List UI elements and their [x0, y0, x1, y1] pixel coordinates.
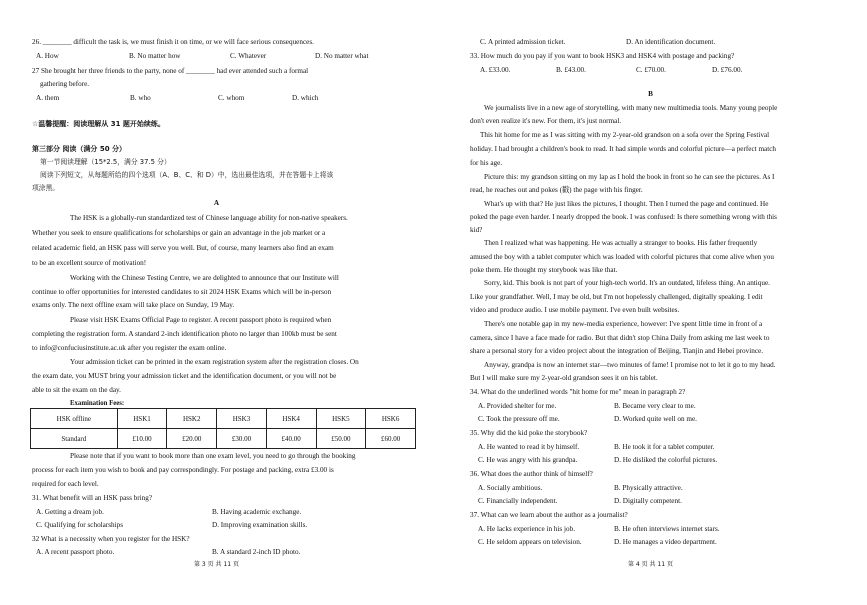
b4-line1: What's up with that? He just likes the pictures, I thought. Then I turned the page and continued. He	[484, 200, 769, 208]
p1-line3: related academic field, an HSK pass will serve you well. But, of course, many learners also find an exam	[32, 244, 334, 252]
fees-table	[30, 408, 416, 449]
option-37a: A. He lacks experience in his job.	[478, 525, 575, 533]
option-35d: D. He disliked the colorful pictures.	[614, 456, 718, 464]
option-33b: B. £43.00.	[556, 66, 586, 74]
option-34c: C. Took the pressure off me.	[478, 415, 560, 423]
p3-line2: completing the registration form. A standard 2-inch identification photo no larger than 100kb must be sent	[32, 330, 337, 338]
fees-cell: £60.00	[366, 429, 416, 449]
option-36a: A. Socially ambitious.	[478, 484, 543, 492]
b5-line2: amused the boy with a tablet computer which was loaded with colorful pictures that come alive when you	[470, 253, 774, 261]
p5-line3: required for each level.	[32, 480, 99, 488]
fees-cell: £30.00	[217, 429, 267, 449]
option-27b: B. who	[130, 94, 151, 102]
b2-line2: holiday. I had brought a children's book to read. It had simple words and colorful picture—a perfect match	[470, 145, 777, 153]
p1-line4: to be an excellent source of motivation!	[32, 259, 147, 267]
left-page	[0, 0, 433, 605]
reminder-note: ☆温馨提醒：阅读理解从 31 题开始续练。	[32, 120, 165, 128]
option-34b: B. Became very clear to me.	[614, 402, 696, 410]
b4-line2: poked the page even harder. I nearly dropped the book. I was confused: Is there something wrong with this	[470, 213, 777, 221]
option-34d: D. Worked quite well on me.	[614, 415, 697, 423]
option-36b: B. Physically attractive.	[614, 484, 683, 492]
fees-header-cell: HSK4	[266, 409, 316, 429]
b4-line3: kid?	[470, 226, 483, 234]
question-36: 36. What does the author think of himself?	[470, 470, 593, 478]
option-26a: A. How	[36, 52, 59, 60]
option-35b: B. He took it for a tablet computer.	[614, 443, 715, 451]
fees-header-cell: HSK2	[167, 409, 217, 429]
question-31: 31. What benefit will an HSK pass bring?	[32, 494, 153, 502]
fees-cell: £40.00	[266, 429, 316, 449]
question-35: 35. Why did the kid poke the storybook?	[470, 429, 588, 437]
question-26: 26. ________ difficult the task is, we must finish it on time, or we will face serious consequences.	[32, 38, 314, 46]
fees-cell: £10.00	[117, 429, 167, 449]
fees-header-row	[31, 409, 416, 429]
fees-cell: £20.00	[167, 429, 217, 449]
p2-line2: continue to offer opportunities for interested candidates to sit 2024 HSK Exams which will be in-person	[32, 288, 332, 296]
b6-line2: Like your grandfather. Well, I may be old, but I'm not hopelessly challenged, digitally speaking. I edit	[470, 293, 763, 301]
option-31a: A. Getting a dream job.	[36, 508, 104, 516]
option-33c: C. £70.00.	[636, 66, 666, 74]
option-31b: B. Having academic exchange.	[212, 508, 302, 516]
option-32c: C. A printed admission ticket.	[480, 38, 566, 46]
option-26c: C. Whatever	[230, 52, 267, 60]
p2-line1: Working with the Chinese Testing Centre, we are delighted to announce that our Institute will	[70, 274, 339, 282]
question-34: 34. What do the underlined words "hit home for me" mean in paragraph 2?	[470, 388, 686, 396]
b7-line3: share a personal story for a video project about the integration of Beijing, Tianjin and Hebei province.	[470, 347, 764, 355]
fees-header-cell: HSK3	[217, 409, 267, 429]
instructions-line2: 项涂黑。	[32, 184, 60, 192]
fees-header-cell: HSK6	[366, 409, 416, 429]
page-footer-right: 第 4 页 共 11 页	[628, 561, 673, 568]
option-37c: C. He seldom appears on television.	[478, 538, 582, 546]
p1-line2: Whether you seek to ensure qualifications for scholarships or gain an advantage in the job market or a	[32, 229, 326, 237]
option-32a: A. A recent passport photo.	[36, 548, 115, 556]
b8-line1: Anyway, grandpa is now an internet star—two minutes of fame! I promise not to let it go to my head.	[484, 361, 776, 369]
option-26b: B. No matter how	[129, 52, 181, 60]
b3-line1: Picture this: my grandson sitting on my lap as I hold the book in front so he can see the pictures. As I	[484, 173, 775, 181]
p1-line1: The HSK is a globally-run standardized test of Chinese language ability for non-native speakers.	[70, 214, 348, 222]
right-page	[434, 0, 867, 605]
p5-line2: process for each item you wish to book and pay correspondingly. For postage and packing, extra £3.00 is	[32, 466, 334, 474]
option-36c: C. Financially independent.	[478, 497, 558, 505]
fees-header-cell: HSK5	[316, 409, 366, 429]
option-27a: A. them	[36, 94, 60, 102]
b2-line3: for his age.	[470, 159, 503, 167]
section1-heading: 第一节阅读理解（15*2.5，满分 37.5 分）	[40, 158, 171, 166]
question-32: 32 What is a necessity when you register for the HSK?	[32, 535, 190, 543]
p3-line1: Please visit HSK Exams Official Page to register. A recent passport photo is required when	[70, 316, 332, 324]
option-37b: B. He often interviews internet stars.	[614, 525, 720, 533]
p4-line3: able to sit the exam on the day.	[32, 386, 121, 394]
option-31d: D. Improving examination skills.	[212, 521, 308, 529]
b1-line2: don't even realize it's new. For them, it's just normal.	[470, 117, 622, 125]
b6-line1: Sorry, kid. This book is not part of your high-tech world. It's an outdated, lifeless thing. An antique.	[484, 279, 770, 287]
option-31c: C. Qualifying for scholarships	[36, 521, 124, 529]
question-27-cont: gathering before.	[40, 80, 90, 88]
b6-line3: video and produce audio. I use mobile payment. I've even built websites.	[470, 306, 680, 314]
p4-line2: the exam date, you MUST bring your admission ticket and the identification document, or you will not be	[32, 372, 337, 380]
b5-line1: Then I realized what was happening. He was actually a stranger to books. His father frequently	[484, 239, 758, 247]
fees-standard-row	[31, 429, 416, 449]
question-37: 37. What can we learn about the author as a journalist?	[470, 511, 628, 519]
option-35a: A. He wanted to read it by himself.	[478, 443, 580, 451]
option-37d: D. He manages a video department.	[614, 538, 717, 546]
option-32d: D. An identification document.	[626, 38, 716, 46]
option-35c: C. He was angry with his grandpa.	[478, 456, 578, 464]
fees-header-cell: HSK1	[117, 409, 167, 429]
b7-line1: There's one notable gap in my new-media experience, however: I've spent little time in front of a	[484, 320, 763, 328]
instructions-line1: 阅读下列短文，从每题所给的四个选项（A、B、C、和 D）中，选出最佳选项，并在答题卡上将该	[40, 171, 334, 179]
fees-cell: Standard	[31, 429, 118, 449]
b3-line2: read, he reaches out and pokes (戳) the page with his finger.	[470, 186, 643, 194]
fees-title: Examination Fees:	[70, 400, 125, 407]
option-33a: A. £33.00.	[480, 66, 511, 74]
b7-line2: camera, since I have a face made for radio. But that didn't stop China Daily from asking me last week to	[470, 334, 770, 342]
b5-line3: poke them. He thought my storybook was like that.	[470, 266, 618, 274]
option-27c: C. whom	[218, 94, 245, 102]
part3-heading: 第三部分 阅读（满分 50 分）	[32, 145, 127, 153]
passage-b-label: B	[648, 90, 653, 98]
p3-line3: to info@confuciusinstitute.ac.uk after you register the exam online.	[32, 344, 227, 352]
p2-line3: exams only. The next offline exam will take place on Sunday, 19 May.	[32, 301, 235, 309]
question-27: 27 She brought her three friends to the party, none of ________ had ever attended such a formal	[32, 67, 309, 75]
option-33d: D. £76.00.	[712, 66, 743, 74]
p4-line1: Your admission ticket can be printed in the exam registration system after the registration closes. On	[70, 358, 359, 366]
p5-line1: Please note that if you want to book more than one exam level, you need to go through the booking	[70, 452, 356, 460]
option-36d: D. Digitally competent.	[614, 497, 682, 505]
option-32b: B. A standard 2-inch ID photo.	[212, 548, 301, 556]
question-33: 33. How much do you pay if you want to book HSK3 and HSK4 with postage and packing?	[470, 52, 735, 60]
b2-line1: This hit home for me as I was sitting with my 2-year-old grandson on a sofa over the Spring Festival	[480, 131, 770, 139]
page-footer-left: 第 3 页 共 11 页	[194, 561, 239, 568]
fees-header-cell: HSK offline	[31, 409, 118, 429]
b8-line2: But I will make sure my 2-year-old grandson sees it on his tablet.	[470, 374, 658, 382]
passage-a-label: A	[213, 199, 220, 207]
option-26d: D. No matter what	[315, 52, 369, 60]
option-27d: D. which	[292, 94, 319, 102]
fees-cell: £50.00	[316, 429, 366, 449]
option-34a: A. Provided shelter for me.	[478, 402, 557, 410]
b1-line1: We journalists live in a new age of storytelling, with many new multimedia tools. Many young people	[484, 104, 778, 112]
